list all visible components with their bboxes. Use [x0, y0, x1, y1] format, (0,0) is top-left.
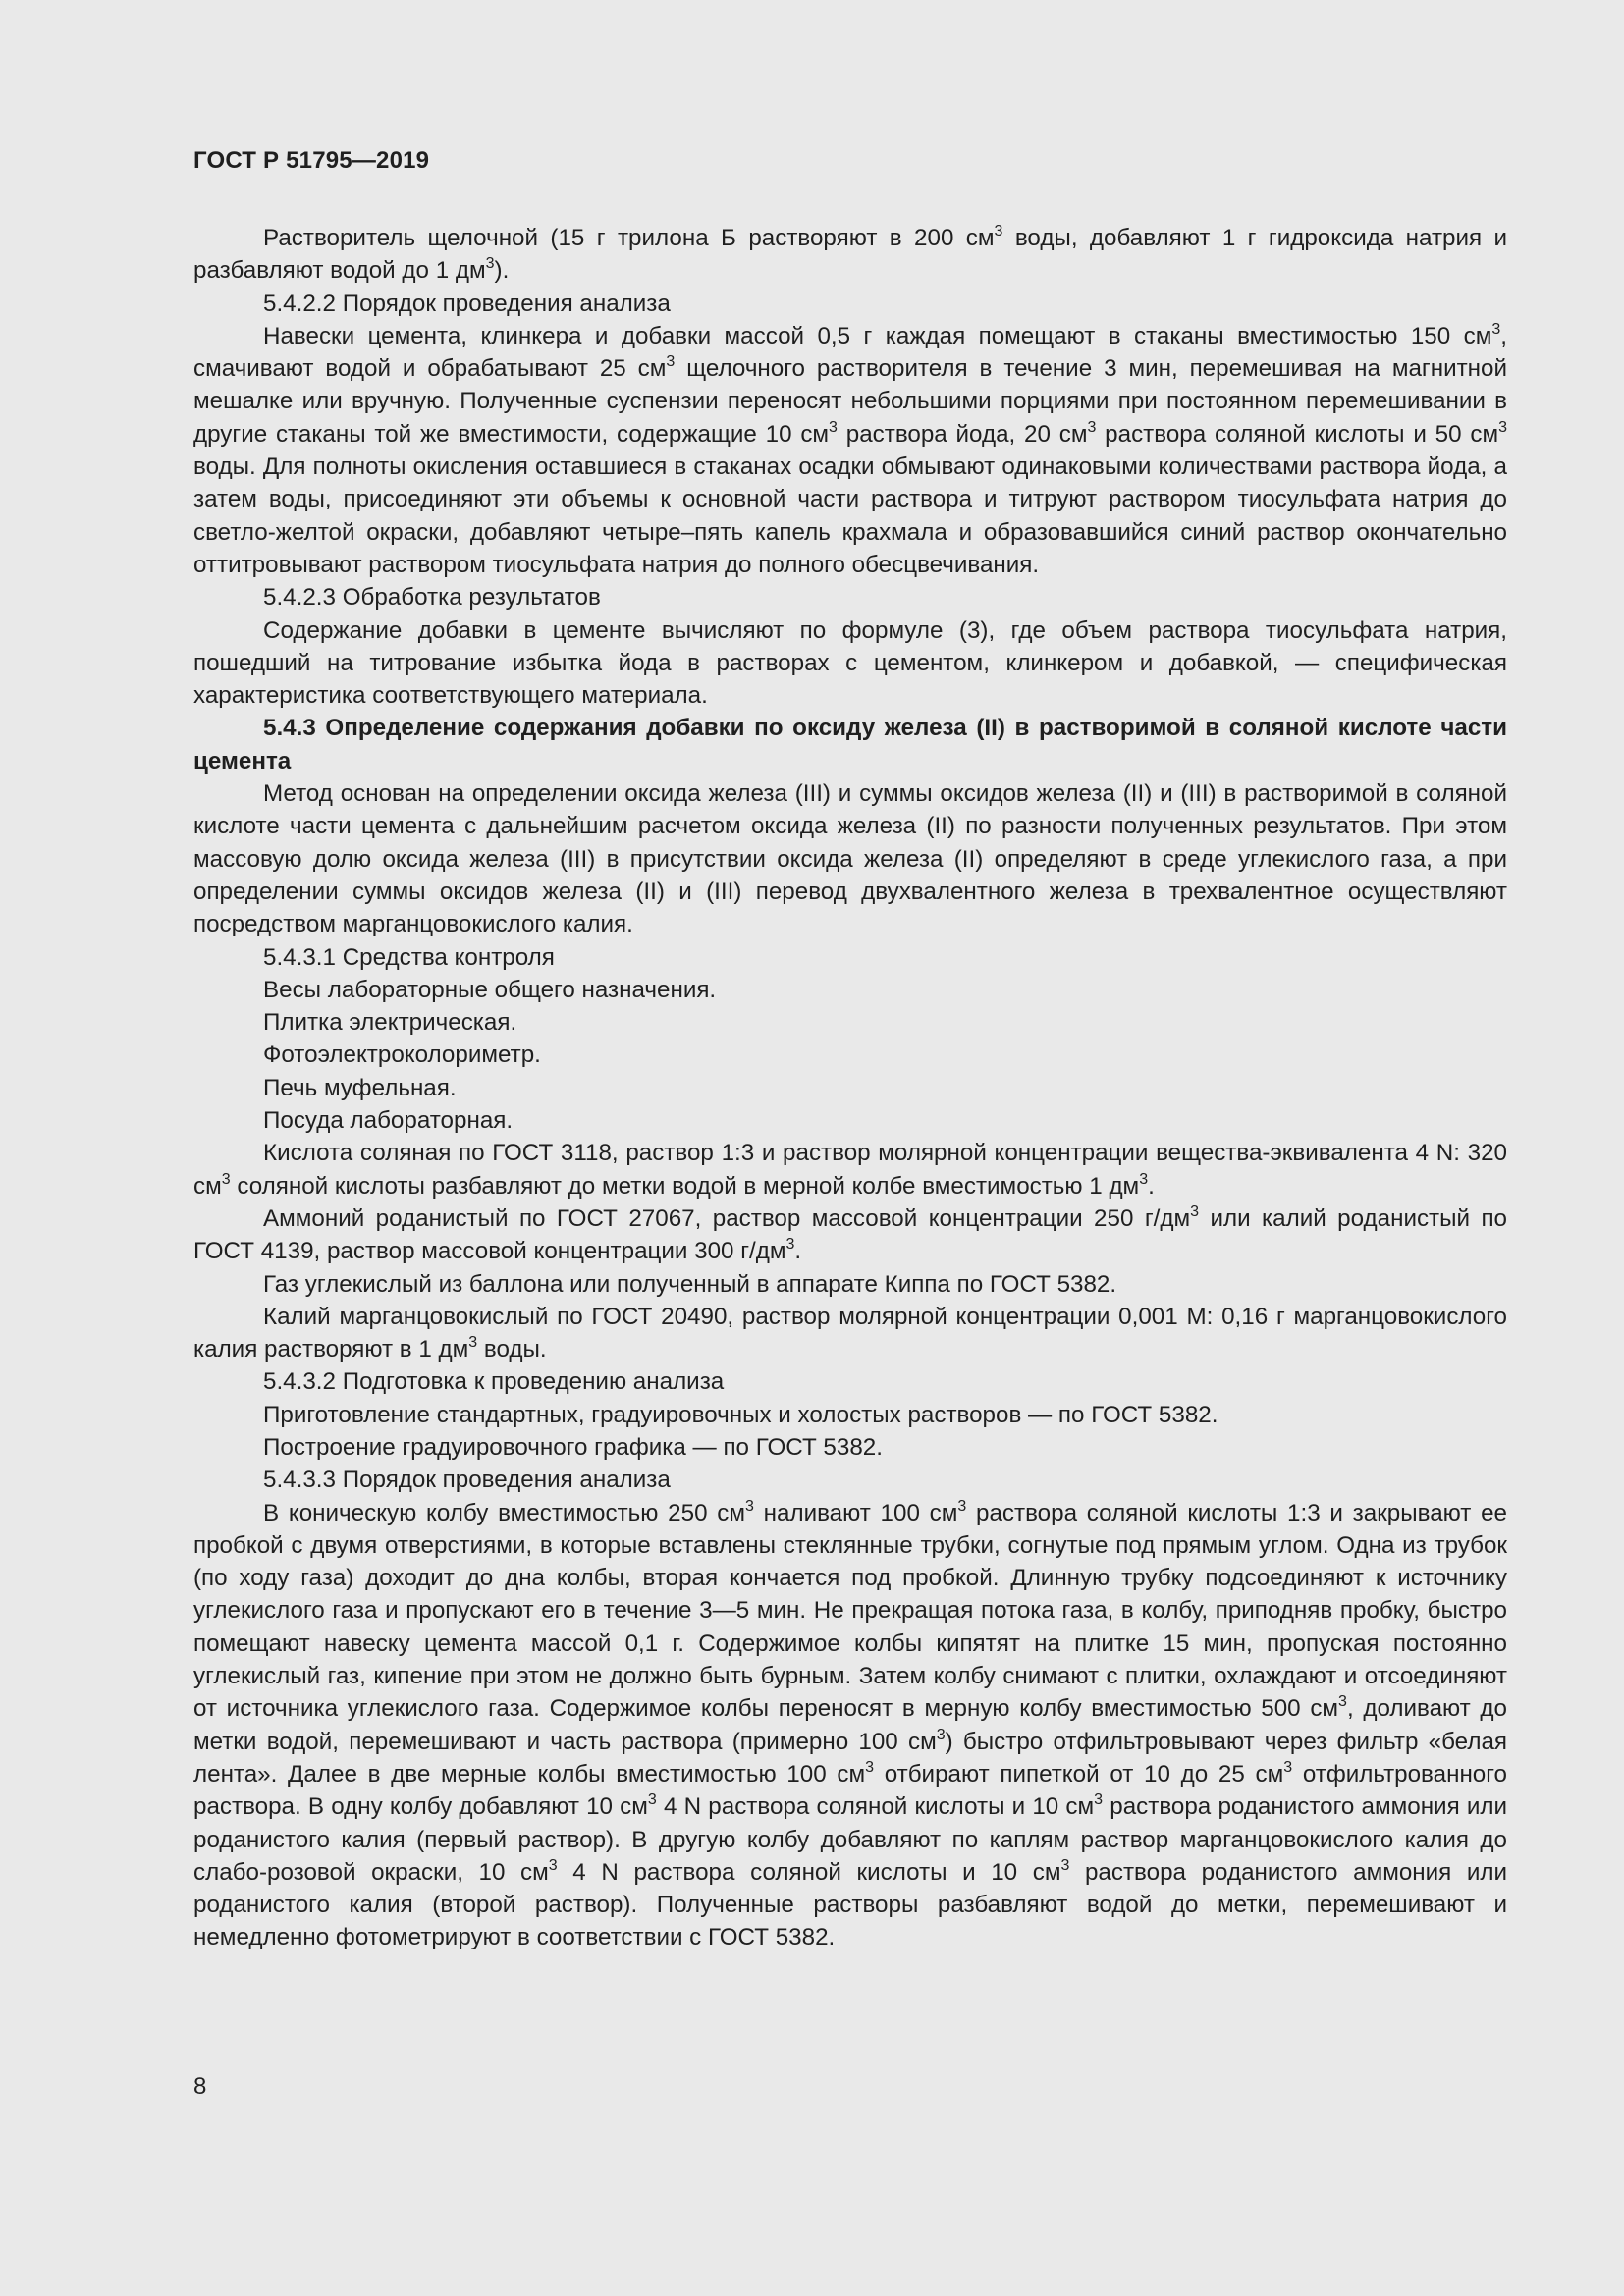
text-run: , доливают до метки водой, перемешивают и часть раствора (примерно 100 см	[193, 1695, 1507, 1755]
superscript: 3	[647, 1791, 657, 1809]
paragraph	[193, 1399, 1507, 1431]
text-run: ).	[494, 257, 510, 285]
text-run: Растворитель щелочной (15 г трилона Б растворяют в 200 см	[263, 225, 995, 251]
text-run: В коническую колбу вместимостью 250 см	[263, 1499, 745, 1526]
paragraph	[193, 1268, 1507, 1301]
paragraph	[193, 320, 1507, 581]
text-run: отфильтрованного раствора. В одну колбу добавляют 10 см	[193, 1760, 1507, 1821]
text-run: раствора йода, 20 см	[837, 420, 1088, 448]
text-run: Кислота соляная по ГОСТ 3118, раствор 1:3 и раствор молярной концентрации вещества-эквивалента 4 N: 320 см	[193, 1140, 1507, 1200]
text-run: Метод основан на определении оксида железа (III) и суммы оксидов железа (II) и (III) в растворимой в соляной кислоте части цемента с дальнейшим расчетом оксида железа (II) по разности полученных результатов. При этом массовую долю оксида железа (III) в присутствии оксида железа (II) определяют в среде углекислого газа, а при определении суммы оксидов железа (II) и (III) перевод двухвалентного железа в трехвалентное осуществляют посредством марганцовокислого калия.	[193, 780, 1507, 938]
paragraph	[193, 222, 1507, 288]
superscript: 3	[1139, 1170, 1149, 1188]
text-run: 5.4.2.3 Обработка результатов	[263, 584, 601, 612]
superscript: 3	[936, 1726, 946, 1743]
paragraph	[193, 614, 1507, 713]
document-body	[193, 222, 1507, 1954]
section-heading	[193, 712, 1507, 777]
text-run: Содержание добавки в цементе вычисляют по формуле (3), где объем раствора тиосульфата натрия, пошедший на титрование избытка йода в растворах с цементом, клинкером и добавкой, — специфическая характеристика соответствующего материала.	[193, 616, 1507, 710]
page-number: 8	[193, 2073, 207, 2100]
text-run: Навески цемента, клинкера и добавки массой 0,5 г каждая помещают в стаканы вместимостью 150 см	[263, 322, 1492, 349]
superscript: 3	[957, 1497, 967, 1515]
paragraph	[193, 777, 1507, 940]
text-run: Аммоний роданистый по ГОСТ 27067, раствор массовой концентрации 250 г/дм	[263, 1204, 1191, 1232]
superscript: 3	[1338, 1693, 1347, 1711]
text-run: 5.4.3 Определение содержания добавки по оксиду железа (II) в растворимой в соляной кислоте части цемента	[193, 715, 1507, 774]
superscript: 3	[785, 1236, 795, 1254]
text-run: , смачивают водой и обрабатывают 25 см	[193, 322, 1507, 383]
text-run: Газ углекислый из баллона или полученный в аппарате Киппа по ГОСТ 5382.	[263, 1270, 1117, 1298]
text-run: Калий марганцовокислый по ГОСТ 20490, раствор молярной концентрации 0,001 М: 0,16 г марганцовокислого калия растворяют в 1 дм	[193, 1303, 1507, 1363]
paragraph	[193, 1006, 1507, 1039]
text-run: раствора соляной кислоты 1:3 и закрывают ее пробкой с двумя отверстиями, в которые вставлены стеклянные трубки, согнутые под прямым углом. Одна из трубок (по ходу газа) доходит до дна колбы, вторая кончается под пробкой. Длинную трубку подсоединяют к источнику углекислого газа и пропускают его в течение 3—5 мин. Не прекращая потока газа, в колбу, приподняв пробку, быстро помещают навеску цемента массой 0,1 г. Содержимое колбы кипятят на плитке 15 мин, пропуская постоянно углекислый газ, кипение при этом не должно быть бурным. Затем колбу снимают с плитки, охлаждают и отсоединяют от источника углекислого газа. Содержимое колбы переносят в мерную колбу вместимостью 500 см	[193, 1499, 1507, 1723]
text-run: воды, добавляют 1 г гидроксида натрия и разбавляют водой до 1 дм	[193, 225, 1507, 285]
paragraph	[193, 1497, 1507, 1954]
text-run: раствора роданистого аммония или роданистого калия (второй раствор). Полученные растворы разбавляют водой до метки, перемешивают и немедленно фотометрируют в соответствии с ГОСТ 5382.	[193, 1858, 1507, 1951]
superscript: 3	[1190, 1202, 1200, 1220]
superscript: 3	[1491, 320, 1501, 338]
paragraph	[193, 941, 1507, 974]
document-header: ГОСТ Р 51795—2019	[193, 147, 430, 174]
paragraph	[193, 1104, 1507, 1137]
superscript: 3	[485, 255, 495, 273]
text-run: 4 N раствора соляной кислоты и 10 см	[557, 1858, 1061, 1886]
text-run: раствора соляной кислоты и 50 см	[1096, 420, 1499, 448]
paragraph	[193, 1301, 1507, 1366]
superscript: 3	[1283, 1758, 1293, 1776]
text-run: Печь муфельная.	[263, 1074, 457, 1101]
paragraph	[193, 1202, 1507, 1268]
text-run: раствора роданистого аммония или роданистого калия (первый раствор). В другую колбу добавляют по каплям раствор марганцовокислого калия до слабо-розовой окраски, 10 см	[193, 1793, 1507, 1886]
superscript: 3	[548, 1856, 558, 1874]
text-run: щелочного растворителя в течение 3 мин, перемешивая на магнитной мешалке или вручную. Полученные суспензии переносят небольшими порциями при постоянном перемешивании в другие стаканы той же вместимости, содержащие 10 см	[193, 355, 1507, 448]
text-run: 5.4.3.3 Порядок проведения анализа	[263, 1467, 671, 1494]
text-run: соляной кислоты разбавляют до метки водой в мерной колбе вместимостью 1 дм	[230, 1172, 1140, 1200]
text-run: ) быстро отфильтровывают через фильтр «белая лента». Далее в две мерные колбы вместимостью 100 см	[193, 1728, 1507, 1788]
text-run: Весы лабораторные общего назначения.	[263, 976, 717, 1003]
superscript: 3	[1060, 1856, 1070, 1874]
superscript: 3	[1094, 1791, 1104, 1809]
paragraph	[193, 974, 1507, 1006]
text-run: Приготовление стандартных, градуировочных и холостых растворов — по ГОСТ 5382.	[263, 1401, 1218, 1428]
text-run: 5.4.3.1 Средства контроля	[263, 943, 555, 971]
text-run: или калий роданистый по ГОСТ 4139, раствор массовой концентрации 300 г/дм	[193, 1204, 1508, 1265]
text-run: 4 N раствора соляной кислоты и 10 см	[656, 1793, 1095, 1821]
superscript: 3	[666, 353, 676, 371]
text-run: .	[1148, 1172, 1155, 1200]
superscript: 3	[1087, 418, 1097, 436]
text-run: Плитка электрическая.	[263, 1009, 517, 1037]
text-run: наливают 100 см	[753, 1499, 958, 1526]
paragraph	[193, 288, 1507, 320]
paragraph	[193, 1431, 1507, 1464]
text-run: Построение градуировочного графика — по ГОСТ 5382.	[263, 1433, 883, 1461]
paragraph	[193, 1072, 1507, 1104]
paragraph	[193, 581, 1507, 614]
superscript: 3	[994, 222, 1003, 240]
text-run: Посуда лабораторная.	[263, 1107, 514, 1135]
superscript: 3	[221, 1170, 231, 1188]
paragraph	[193, 1039, 1507, 1071]
superscript: 3	[1498, 418, 1507, 436]
paragraph	[193, 1464, 1507, 1496]
text-run: .	[794, 1238, 802, 1265]
text-run: 5.4.2.2 Порядок проведения анализа	[263, 290, 671, 317]
text-run: отбирают пипеткой от 10 до 25 см	[874, 1760, 1284, 1788]
text-run: воды.	[477, 1336, 547, 1363]
text-run: 5.4.3.2 Подготовка к проведению анализа	[263, 1368, 725, 1396]
superscript: 3	[745, 1497, 754, 1515]
paragraph	[193, 1365, 1507, 1398]
text-run: Фотоэлектроколориметр.	[263, 1041, 541, 1069]
text-run: воды. Для полноты окисления оставшиеся в стаканах осадки обмывают одинаковыми количествами раствора йода, а затем воды, присоединяют эти объемы к основной части раствора и титруют раствором тиосульфата натрия до светло-желтой окраски, добавляют четыре–пять капель крахмала и образовавшийся синий раствор окончательно оттитровывают раствором тиосульфата натрия до полного обесцвечивания.	[193, 454, 1507, 578]
superscript: 3	[829, 418, 838, 436]
superscript: 3	[865, 1758, 874, 1776]
superscript: 3	[468, 1334, 478, 1352]
paragraph	[193, 1137, 1507, 1202]
